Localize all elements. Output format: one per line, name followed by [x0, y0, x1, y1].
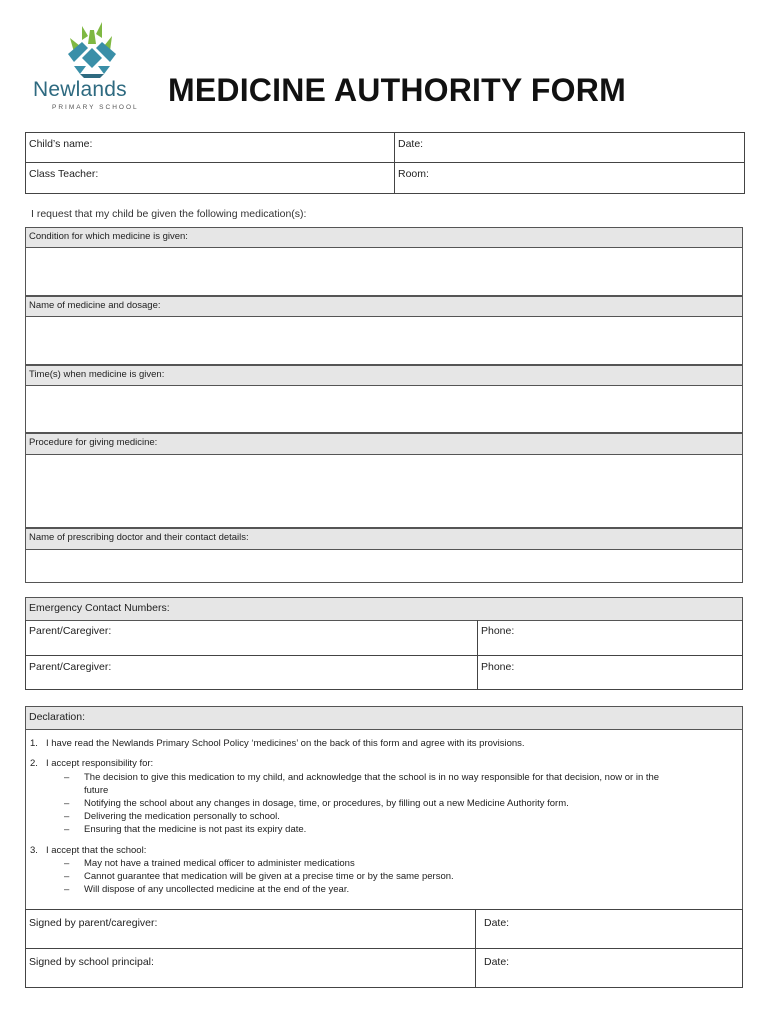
procedure-header: Procedure for giving medicine:	[25, 433, 743, 455]
dash-2: –	[64, 798, 70, 809]
childs-name-label: Child’s name:	[29, 138, 93, 150]
parent-signature-label: Signed by parent/caregiver:	[29, 917, 158, 929]
dash-7: –	[64, 884, 70, 895]
condition-input[interactable]	[25, 248, 743, 296]
emergency-header: Emergency Contact Numbers:	[25, 597, 743, 621]
item3-sub-1: May not have a trained medical officer to administer medications	[84, 858, 355, 869]
class-teacher-label: Class Teacher:	[29, 168, 99, 180]
class-teacher-field[interactable]	[25, 162, 395, 194]
condition-header: Condition for which medicine is given:	[25, 227, 743, 248]
times-header: Time(s) when medicine is given:	[25, 365, 743, 386]
principal-date-field[interactable]	[475, 948, 743, 988]
item2-sub-1b: future	[84, 785, 109, 796]
date-field[interactable]	[394, 132, 745, 163]
principal-signature-field[interactable]	[25, 948, 476, 988]
item3-sub-3: Will dispose of any uncollected medicine at the end of the year.	[84, 884, 350, 895]
date-label: Date:	[398, 138, 424, 150]
room-field[interactable]	[394, 162, 745, 194]
childs-name-field[interactable]	[25, 132, 395, 163]
item3-sub-2: Cannot guarantee that medication will be given at a precise time or by the same person.	[84, 871, 454, 882]
declaration-header: Declaration:	[25, 706, 743, 730]
school-name: Newlands	[33, 78, 127, 101]
dash-1: –	[64, 772, 70, 783]
item2-sub-3: Delivering the medication personally to school.	[84, 811, 280, 822]
parent2-field[interactable]	[25, 655, 478, 690]
phone2-field[interactable]	[477, 655, 743, 690]
parent-signature-field[interactable]	[25, 909, 476, 949]
phone1-label: Phone:	[481, 625, 515, 637]
dash-5: –	[64, 858, 70, 869]
principal-signature-label: Signed by school principal:	[29, 956, 154, 968]
item1-text: I have read the Newlands Primary School Policy ‘medicines’ on the back of this form and agree with its provisions.	[46, 738, 525, 749]
item2-text: I accept responsibility for:	[46, 758, 154, 769]
parent-date-label: Date:	[484, 917, 510, 929]
room-label: Room:	[398, 168, 429, 180]
item3-number: 3.	[30, 845, 38, 856]
item2-sub-4: Ensuring that the medicine is not past its expiry date.	[84, 824, 307, 835]
dash-4: –	[64, 824, 70, 835]
times-input[interactable]	[25, 386, 743, 433]
item1-number: 1.	[30, 738, 38, 749]
principal-date-label: Date:	[484, 956, 510, 968]
declaration-body	[25, 729, 743, 910]
school-subtitle: PRIMARY SCHOOL	[52, 104, 139, 111]
item3-text: I accept that the school:	[46, 845, 147, 856]
dash-3: –	[64, 811, 70, 822]
medicine-dosage-header: Name of medicine and dosage:	[25, 296, 743, 317]
parent-date-field[interactable]	[475, 909, 743, 949]
parent2-label: Parent/Caregiver:	[29, 661, 112, 673]
doctor-input[interactable]	[25, 550, 743, 583]
intro-text: I request that my child be given the following medication(s):	[31, 208, 307, 220]
school-logo	[30, 18, 155, 118]
phone2-label: Phone:	[481, 661, 515, 673]
medicine-dosage-input[interactable]	[25, 317, 743, 365]
doctor-header: Name of prescribing doctor and their contact details:	[25, 528, 743, 550]
item2-sub-2: Notifying the school about any changes in dosage, time, or procedures, by filling out a new Medicine Authority form.	[84, 798, 569, 809]
parent1-label: Parent/Caregiver:	[29, 625, 112, 637]
procedure-input[interactable]	[25, 455, 743, 528]
dash-6: –	[64, 871, 70, 882]
item2-number: 2.	[30, 758, 38, 769]
page-title: MEDICINE AUTHORITY FORM	[168, 72, 626, 108]
item2-sub-1: The decision to give this medication to my child, and acknowledge that the school is in no way responsible for that decision, now or in the	[84, 772, 660, 783]
parent1-field[interactable]	[25, 620, 478, 656]
phone1-field[interactable]	[477, 620, 743, 656]
